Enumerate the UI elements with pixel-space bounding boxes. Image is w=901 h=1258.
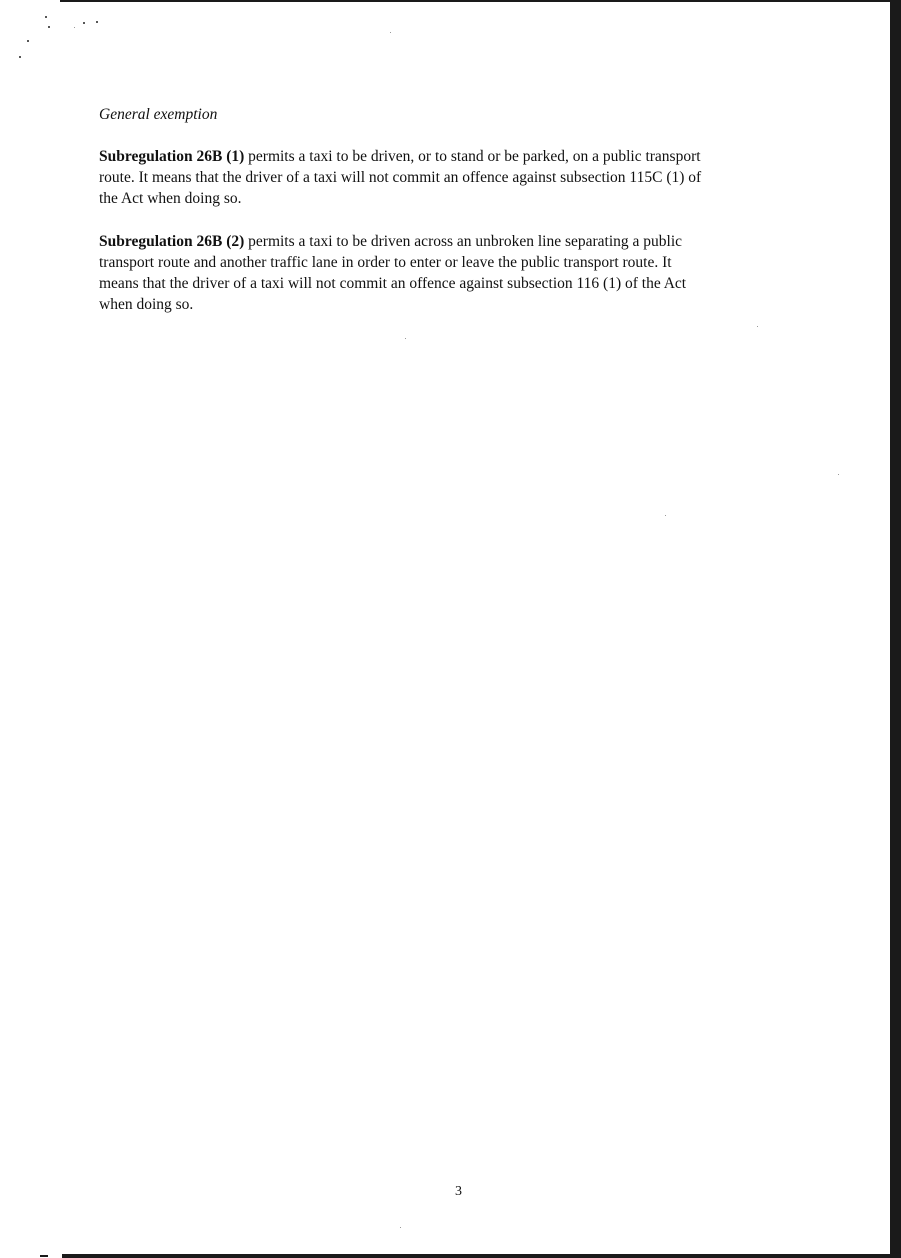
scan-speck xyxy=(390,32,391,33)
scan-speck xyxy=(838,474,839,475)
scan-speck xyxy=(74,27,75,28)
scan-speck xyxy=(48,26,50,28)
paragraph-line: when doing so. xyxy=(99,296,194,314)
paragraph-line: the Act when doing so. xyxy=(99,190,242,208)
paragraph-line: Subregulation 26B (1) permits a taxi to be driven, or to stand or be parked, on a public transport xyxy=(99,148,701,165)
paragraph-line: transport route and another traffic lane in order to enter or leave the public transport route. It xyxy=(99,253,672,271)
scan-speck xyxy=(400,1227,401,1228)
scan-speck xyxy=(27,40,29,42)
scan-speck xyxy=(405,338,406,339)
scan-speck xyxy=(19,56,21,58)
paragraph-line: route. It means that the driver of a taxi will not commit an offence against subsection 115C (1) of xyxy=(99,169,702,187)
scan-border-top xyxy=(60,0,901,2)
regulation-reference: Subregulation 26B (1) xyxy=(99,148,245,165)
paragraph-26b-2 xyxy=(99,231,814,316)
scan-speck xyxy=(83,22,85,24)
scan-border-mark xyxy=(40,1255,48,1257)
paragraph-26b-1 xyxy=(99,146,814,210)
scan-speck xyxy=(45,16,47,18)
page-number: 3 xyxy=(455,1184,462,1199)
scan-speck xyxy=(96,21,98,23)
section-heading: General exemption xyxy=(99,106,218,123)
scan-border-bottom xyxy=(62,1254,901,1258)
regulation-reference: Subregulation 26B (2) xyxy=(99,232,245,250)
paragraph-line: Subregulation 26B (2) permits a taxi to be driven across an unbroken line separating a public xyxy=(99,232,683,250)
scan-border-right xyxy=(890,0,901,1258)
scan-speck xyxy=(665,515,666,516)
document-body xyxy=(99,104,814,336)
paragraph-line: means that the driver of a taxi will not commit an offence against subsection 116 (1) of the Act xyxy=(99,275,687,293)
